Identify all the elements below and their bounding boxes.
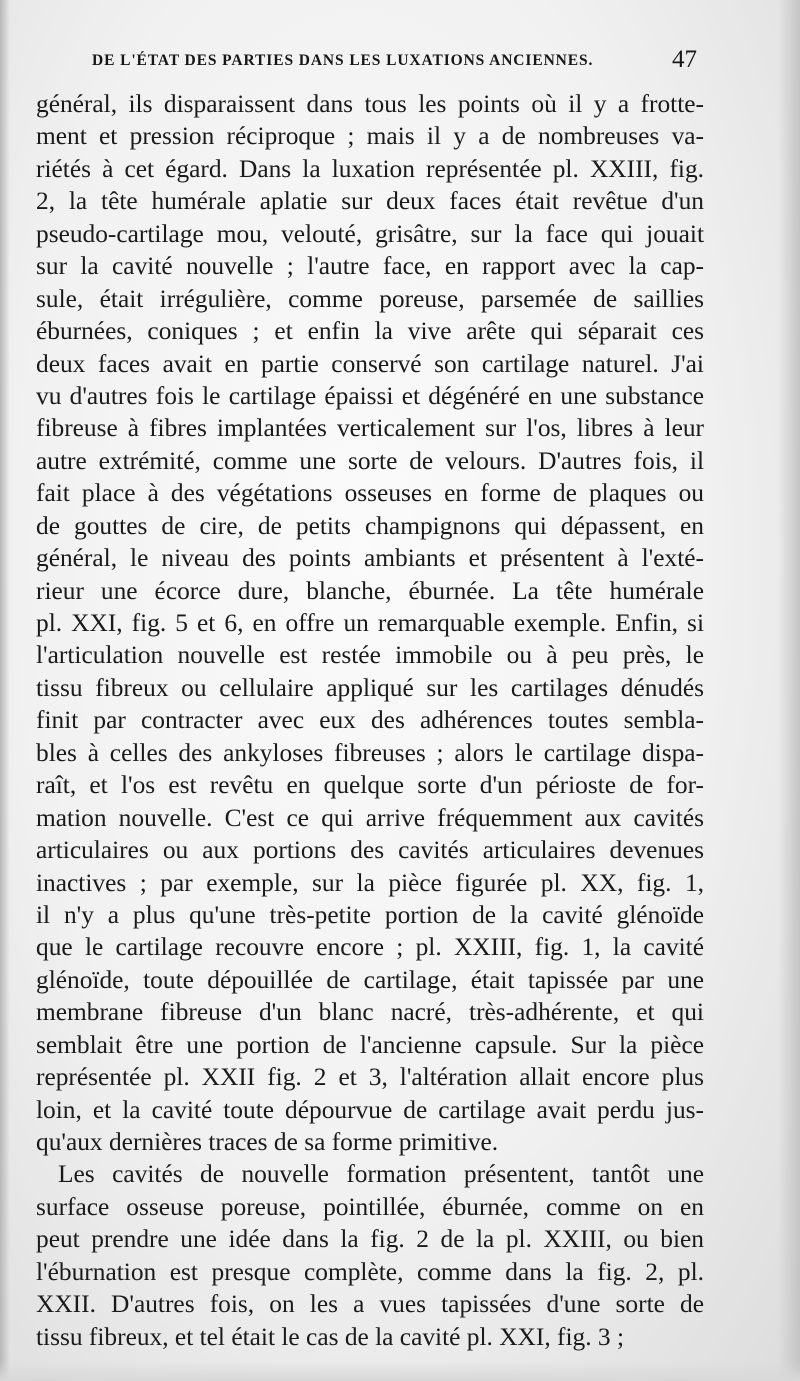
text-line: bles à celles des ankyloses fibreuses ; alors le cartilage dispa-: [36, 738, 704, 767]
text-line: mation nouvelle. C'est ce qui arrive fréquemment aux cavités: [36, 803, 704, 832]
text-line: 2, la tête humérale aplatie sur deux faces était revêtue d'un: [36, 187, 704, 216]
text-line: raît, et l'os est revêtu en quelque sorte d'un périoste de for-: [36, 771, 704, 800]
text-line: membrane fibreuse d'un blanc nacré, très-adhérente, et qui: [36, 998, 704, 1027]
text-line: loin, et la cavité toute dépourvue de cartilage avait perdu jus-: [36, 1095, 704, 1124]
text-line: fait place à des végétations osseuses en forme de plaques ou: [36, 479, 704, 508]
text-line: glénoïde, toute dépouillée de cartilage, était tapissée par une: [36, 965, 704, 994]
text-line: tissu fibreux ou cellulaire appliqué sur les cartilages dénudés: [36, 673, 704, 702]
text-line: sule, était irrégulière, comme poreuse, parsemée de saillies: [36, 284, 704, 313]
text-line: éburnées, coniques ; et enfin la vive arête qui séparait ces: [36, 317, 704, 346]
text-line: l'articulation nouvelle est restée immobile ou à peu près, le: [36, 641, 704, 670]
text-line: XXII. D'autres fois, on les a vues tapissées d'une sorte de: [36, 1290, 704, 1319]
text-line: pseudo-cartilage mou, velouté, grisâtre, sur la face qui jouait: [36, 219, 704, 248]
text-line: articulaires ou aux portions des cavités articulaires devenues: [36, 836, 704, 865]
text-line: vu d'autres fois le cartilage épaissi et dégénéré en une substance: [36, 381, 704, 410]
text-line: fibreuse à fibres implantées verticalement sur l'os, libres à leur: [36, 414, 704, 443]
page-number: 47: [672, 46, 697, 73]
text-line: de gouttes de cire, de petits champignons qui dépassent, en: [36, 511, 704, 540]
text-line: tissu fibreux, et tel était le cas de la cavité pl. XXI, fig. 3 ;: [36, 1322, 625, 1351]
text-line: rieur une écorce dure, blanche, éburnée. La tête humérale: [36, 576, 704, 605]
text-line: il n'y a plus qu'une très-petite portion de la cavité glénoïde: [36, 900, 704, 929]
text-line: pl. XXI, fig. 5 et 6, en offre un remarquable exemple. Enfin, si: [36, 609, 704, 637]
text-line: représentée pl. XXII fig. 2 et 3, l'altération allait encore plus: [36, 1063, 704, 1092]
page-edge-shadow-right: [778, 0, 800, 1381]
text-line: qu'aux dernières traces de sa forme primitive.: [36, 1128, 499, 1156]
text-line: l'éburnation est presque complète, comme dans la fig. 2, pl.: [36, 1257, 704, 1286]
body-text: [36, 88, 704, 1353]
page-edge-shadow-left: [0, 0, 10, 1381]
text-line: surface osseuse poreuse, pointillée, éburnée, comme on en: [36, 1192, 704, 1221]
text-line: deux faces avait en partie conservé son cartilage naturel. J'ai: [36, 349, 704, 378]
running-title: DE L'ÉTAT DES PARTIES DANS LES LUXATIONS ANCIENNES.: [92, 52, 594, 69]
page-bottom-shadow: [0, 1361, 800, 1381]
text-line: que le cartilage recouvre encore ; pl. XXIII, fig. 1, la cavité: [36, 933, 704, 962]
text-line: finit par contracter avec eux des adhérences toutes sembla-: [36, 706, 704, 735]
text-line: général, ils disparaissent dans tous les points où il y a frotte-: [36, 90, 704, 118]
running-header: [92, 46, 697, 76]
text-line: riétés à cet égard. Dans la luxation représentée pl. XXIII, fig.: [36, 154, 704, 183]
text-line: Les cavités de nouvelle formation présentent, tantôt une: [58, 1160, 704, 1189]
text-line: inactives ; par exemple, sur la pièce figurée pl. XX, fig. 1,: [36, 868, 704, 897]
text-line: autre extrémité, comme une sorte de velours. D'autres fois, il: [36, 446, 704, 475]
text-line: sur la cavité nouvelle ; l'autre face, en rapport avec la cap-: [36, 252, 704, 281]
text-line: ment et pression réciproque ; mais il y a de nombreuses va-: [36, 122, 704, 151]
text-line: peut prendre une idée dans la fig. 2 de la pl. XXIII, ou bien: [36, 1225, 704, 1254]
text-line: général, le niveau des points ambiants et présentent à l'exté-: [36, 544, 704, 573]
text-line: semblait être une portion de l'ancienne capsule. Sur la pièce: [36, 1030, 704, 1059]
